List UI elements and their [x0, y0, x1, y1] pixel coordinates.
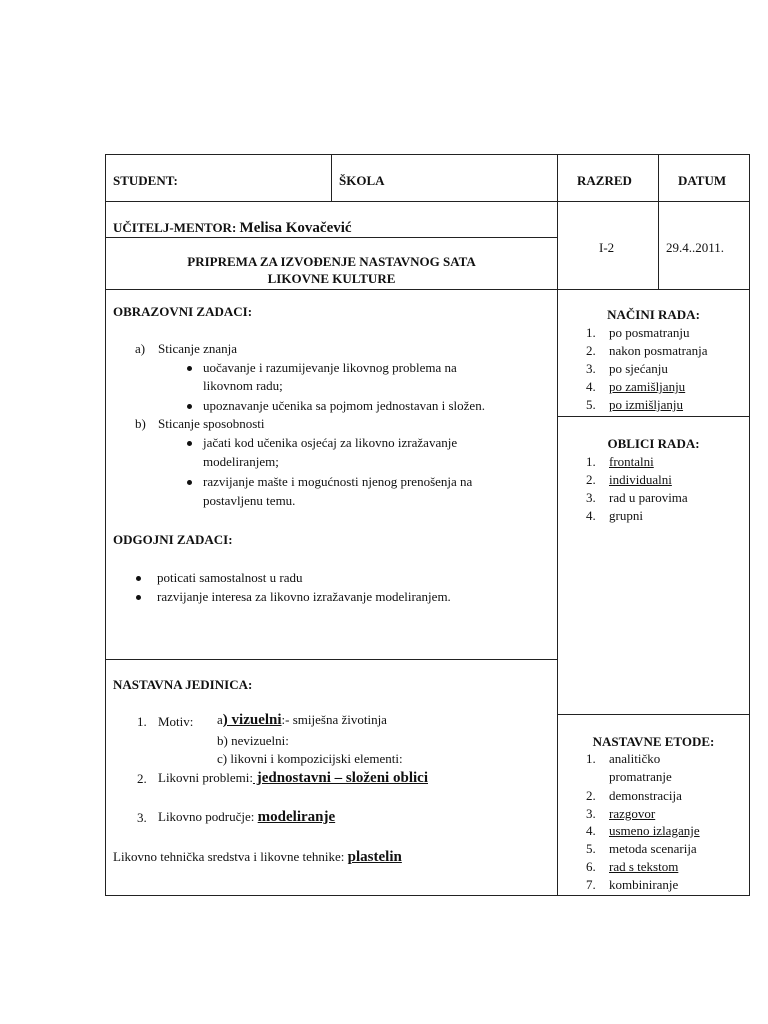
- list-item: rad s tekstom: [609, 859, 679, 874]
- work-forms-heading: OBLICI RADA:: [607, 436, 700, 451]
- bullet-icon: [187, 404, 192, 409]
- list-number: 1.: [586, 751, 596, 766]
- list-number: 4.: [586, 823, 596, 838]
- row-divider: [105, 289, 750, 290]
- list-item: razvijanje mašte i mogućnosti njenog prenošenja na: [203, 474, 473, 489]
- row-divider: [105, 201, 750, 202]
- art-tools-label: Likovno tehnička sredstva i likovne tehnike:: [113, 849, 345, 864]
- motif-visual-detail: :- smiješna životinja: [281, 712, 387, 727]
- art-problems-label: Likovni problemi:: [158, 770, 253, 785]
- table-border-top: [105, 154, 750, 155]
- list-item: po zamišljanju: [609, 379, 686, 394]
- bullet-icon: [187, 441, 192, 446]
- date-label: DATUM: [678, 173, 727, 188]
- list-item: razvijanje interesa za likovno izražavanje modeliranjem.: [157, 589, 451, 604]
- row-divider: [557, 416, 750, 417]
- table-border-right: [749, 154, 750, 896]
- teaching-methods-heading: NASTAVNE ETODE:: [592, 734, 715, 749]
- list-number: 5.: [586, 397, 596, 412]
- list-number: 6.: [586, 859, 596, 874]
- list-item-continuation: modeliranjem;: [203, 454, 279, 469]
- list-item-continuation: promatranje: [609, 769, 672, 784]
- list-number: 2.: [137, 771, 147, 786]
- art-problems-value: jednostavni – složeni oblici: [252, 770, 428, 786]
- row-divider: [105, 237, 557, 238]
- list-item: po posmatranju: [609, 325, 690, 340]
- list-item: nakon posmatranja: [609, 343, 708, 358]
- mentor-name: Melisa Kovačević: [239, 220, 352, 236]
- list-item: demonstracija: [609, 788, 682, 803]
- list-item: po izmišljanju: [609, 397, 684, 412]
- bullet-icon: [136, 595, 141, 600]
- motif-elements: c) likovni i kompozicijski elementi:: [217, 751, 403, 766]
- list-item: razgovor: [609, 806, 656, 821]
- list-item: kombiniranje: [609, 877, 679, 892]
- list-item: grupni: [609, 508, 643, 523]
- list-number: 3.: [586, 490, 596, 505]
- list-item: frontalni: [609, 454, 654, 469]
- document-title-line2: LIKOVNE KULTURE: [267, 271, 396, 286]
- date-value: 29.4..2011.: [666, 240, 725, 255]
- list-number: 5.: [586, 841, 596, 856]
- list-item: jačati kod učenika osjećaj za likovno izražavanje: [203, 435, 458, 450]
- grade-value: I-2: [599, 240, 615, 255]
- list-marker: b): [135, 416, 146, 431]
- list-item: analitičko: [609, 751, 661, 766]
- grade-label: RAZRED: [577, 173, 632, 188]
- list-item: poticati samostalnost u radu: [157, 570, 303, 585]
- work-methods-heading: NAČINI RADA:: [607, 307, 700, 322]
- motif-visual-label: ) vizuelni: [222, 712, 282, 728]
- mentor-label: UČITELJ-MENTOR:: [113, 220, 237, 235]
- school-label: ŠKOLA: [339, 173, 385, 188]
- list-number: 2.: [586, 343, 596, 358]
- document-title-line1: PRIPREMA ZA IZVOĐENJE NASTAVNOG SATA: [187, 254, 476, 269]
- motif-nonvisual: b) nevizuelni:: [217, 733, 289, 748]
- list-number: 3.: [586, 361, 596, 376]
- list-item: individualni: [609, 472, 672, 487]
- col-divider: [557, 154, 558, 896]
- list-item: metoda scenarija: [609, 841, 697, 856]
- list-item: upoznavanje učenika sa pojmom jednostavan i složen.: [203, 398, 485, 413]
- list-item: usmeno izlaganje: [609, 823, 700, 838]
- list-marker: a): [135, 341, 146, 356]
- list-number: 3.: [586, 806, 596, 821]
- list-number: 4.: [586, 379, 596, 394]
- art-problems-line: [158, 770, 428, 786]
- motif-visual-prefix: a: [217, 712, 223, 727]
- art-tools-line: [113, 849, 402, 865]
- col-divider: [658, 154, 659, 290]
- art-area-label: Likovno područje: [158, 809, 251, 824]
- teaching-unit-heading: NASTAVNA JEDINICA:: [113, 677, 253, 692]
- list-number: 2.: [586, 788, 596, 803]
- art-tools-value: plastelin: [347, 849, 402, 865]
- educational-tasks-heading: OBRAZOVNI ZADACI:: [113, 304, 253, 319]
- list-number: 2.: [586, 472, 596, 487]
- motif-visual: [217, 712, 387, 728]
- list-number: 1.: [137, 714, 147, 729]
- list-number: 4.: [586, 508, 596, 523]
- list-item: po sjećanju: [609, 361, 668, 376]
- upbringing-tasks-heading: ODGOJNI ZADACI:: [113, 532, 233, 547]
- bullet-icon: [187, 366, 192, 371]
- row-divider: [105, 659, 557, 660]
- list-number: 7.: [586, 877, 596, 892]
- table-border-bottom: [105, 895, 750, 896]
- art-area-line: [158, 809, 335, 825]
- mentor-line: [113, 220, 352, 236]
- student-label: STUDENT:: [113, 173, 178, 188]
- list-item: uočavanje i razumijevanje likovnog problema na: [203, 360, 457, 375]
- motif-label: Motiv:: [158, 714, 194, 729]
- art-area-value: modeliranje: [257, 809, 336, 825]
- list-number: 1.: [586, 325, 596, 340]
- list-item-continuation: likovnom radu;: [203, 378, 283, 393]
- art-area-colon: :: [250, 809, 255, 824]
- list-item: rad u parovima: [609, 490, 688, 505]
- abilities-label: Sticanje sposobnosti: [158, 416, 265, 431]
- list-number: 1.: [586, 454, 596, 469]
- knowledge-label: Sticanje znanja: [158, 341, 238, 356]
- col-divider: [331, 154, 332, 202]
- list-item-continuation: postavljenu temu.: [203, 493, 296, 508]
- list-number: 3.: [137, 810, 147, 825]
- row-divider: [557, 714, 750, 715]
- bullet-icon: [136, 576, 141, 581]
- bullet-icon: [187, 480, 192, 485]
